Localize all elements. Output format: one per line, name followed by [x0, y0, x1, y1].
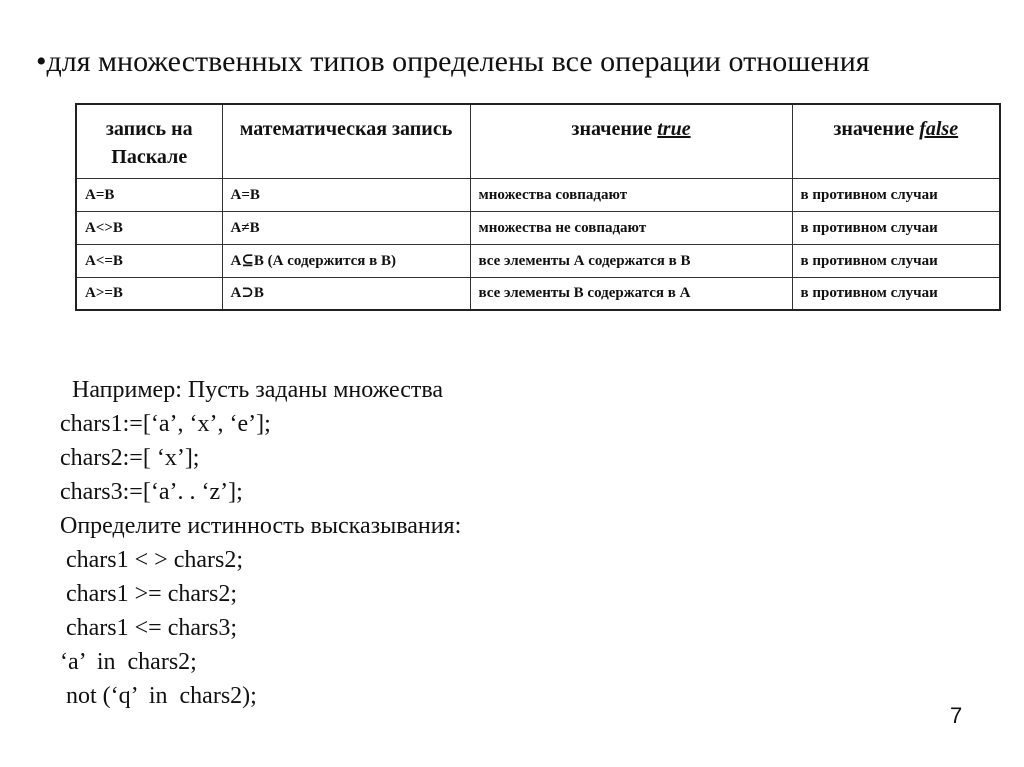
cell-false: в противном случаи	[792, 244, 1000, 277]
example-block	[60, 373, 461, 713]
header-false-keyword: false	[919, 118, 959, 140]
example-line: chars3:=[‘a’. . ‘z’];	[60, 479, 243, 505]
header-true-keyword: true	[657, 118, 691, 140]
example-line: chars1 <= chars3;	[60, 615, 238, 641]
cell-math: A⊃B	[222, 277, 470, 310]
example-line: Определите истинность высказывания:	[60, 513, 462, 539]
header-math: математическая запись	[222, 104, 470, 178]
cell-math: A=B	[222, 178, 470, 211]
cell-math: A⊆B (А содержится в В)	[222, 244, 470, 277]
cell-true: все элементы В содержатся в А	[470, 277, 792, 310]
cell-pascal: A=B	[76, 178, 222, 211]
example-line: chars2:=[ ‘x’];	[60, 445, 200, 471]
cell-true: все элементы А содержатся в В	[470, 244, 792, 277]
table-row	[76, 211, 1000, 244]
table-row	[76, 244, 1000, 277]
example-line: chars1:=[‘a’, ‘x’, ‘e’];	[60, 411, 271, 437]
cell-false: в противном случаи	[792, 277, 1000, 310]
header-pascal: запись на Паскале	[76, 104, 222, 178]
cell-pascal: A>=B	[76, 277, 222, 310]
example-line: not (‘q’ in chars2);	[60, 683, 257, 709]
relations-table	[75, 103, 1001, 311]
example-line: chars1 < > chars2;	[60, 547, 244, 573]
header-false-prefix: значение	[833, 118, 920, 140]
cell-false: в противном случаи	[792, 178, 1000, 211]
cell-true: множества не совпадают	[470, 211, 792, 244]
cell-math: A≠B	[222, 211, 470, 244]
table-row	[76, 277, 1000, 310]
table-row	[76, 178, 1000, 211]
example-line: Например: Пусть заданы множества	[60, 377, 444, 403]
cell-false: в противном случаи	[792, 211, 1000, 244]
slide-heading: •для множественных типов определены все операции отношения	[36, 45, 870, 78]
example-line: ‘a’ in chars2;	[60, 649, 197, 675]
cell-pascal: A<>B	[76, 211, 222, 244]
header-true-prefix: значение	[571, 118, 658, 140]
header-false	[792, 104, 1000, 178]
cell-true: множества совпадают	[470, 178, 792, 211]
table-header-row	[76, 104, 1000, 178]
cell-pascal: A<=B	[76, 244, 222, 277]
example-line: chars1 >= chars2;	[60, 581, 238, 607]
page-number: 7	[950, 703, 963, 728]
header-true	[470, 104, 792, 178]
